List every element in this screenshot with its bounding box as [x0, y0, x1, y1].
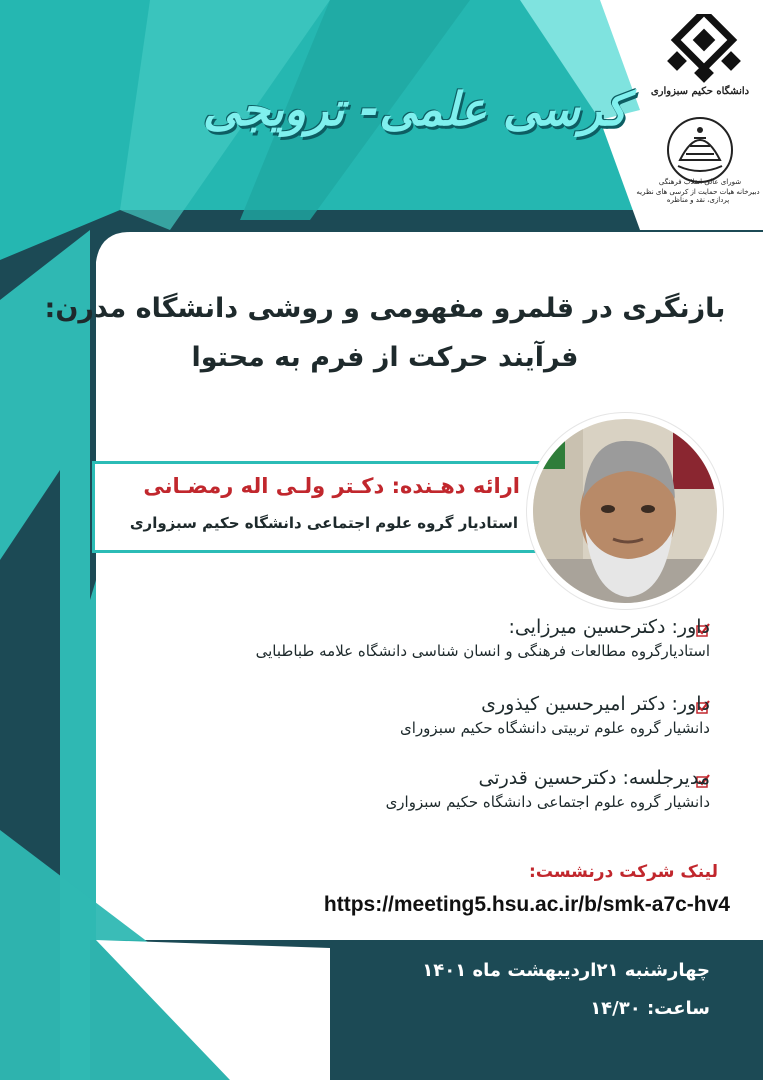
- university-logo-text: دانشگاه حکیم سبزواری: [650, 86, 750, 97]
- council-caption-line1: شورای عالی انقلاب فرهنگی: [658, 178, 742, 186]
- referee-1-title: داور: دکترحسین میرزایی:: [508, 616, 710, 638]
- council-caption-line2: دبیرخانه هیات حمایت از کرسی های نظریه پردازی، نقد و مناظره: [636, 188, 760, 204]
- council-emblem-icon: [664, 114, 736, 186]
- poster-title: کرسی علمی- ترویجی: [202, 82, 628, 136]
- event-time: ساعت: ۱۴/۳۰: [590, 998, 710, 1019]
- topic-line-1: بازنگری در قلمرو مفهومی و روشی دانشگاه مدرن:: [44, 293, 726, 324]
- session-chair: [100, 767, 710, 811]
- referee-1-subtitle: استادیارگروه مطالعات فرهنگی و انسان شناسی دانشگاه علامه طباطبایی: [255, 642, 710, 660]
- session-chair-subtitle: دانشیار گروه علوم اجتماعی دانشگاه حکیم سبزواری: [385, 793, 710, 811]
- event-date: چهارشنبه ۲۱اردیبهشت ماه ۱۴۰۱: [422, 960, 710, 981]
- presenter-role: استادیار گروه علوم اجتماعی دانشگاه حکیم سبزواری: [129, 514, 518, 532]
- meeting-link-label: لینک شرکت درنشست:: [529, 862, 718, 882]
- topic-line-2: فرآیند حرکت از فرم به محتوا: [191, 342, 579, 373]
- university-logo: [658, 14, 750, 114]
- presenter-name: ارائه دهـنده: دکـتر ولـی اله رمضـانی: [143, 474, 520, 498]
- referee-1: [100, 616, 710, 660]
- referee-2-title: داور: دکتر امیرحسین کیذوری: [481, 693, 710, 715]
- referee-2-subtitle: دانشیار گروه علوم تربیتی دانشگاه حکیم سبزورای: [400, 719, 710, 737]
- session-chair-title: مدیرجلسه: دکترحسین قدرتی: [478, 767, 710, 789]
- meeting-link[interactable]: https://meeting5.hsu.ac.ir/b/smk-a7c-hv4: [323, 893, 730, 916]
- referee-2: [100, 693, 710, 737]
- presenter-portrait-icon: [533, 419, 717, 603]
